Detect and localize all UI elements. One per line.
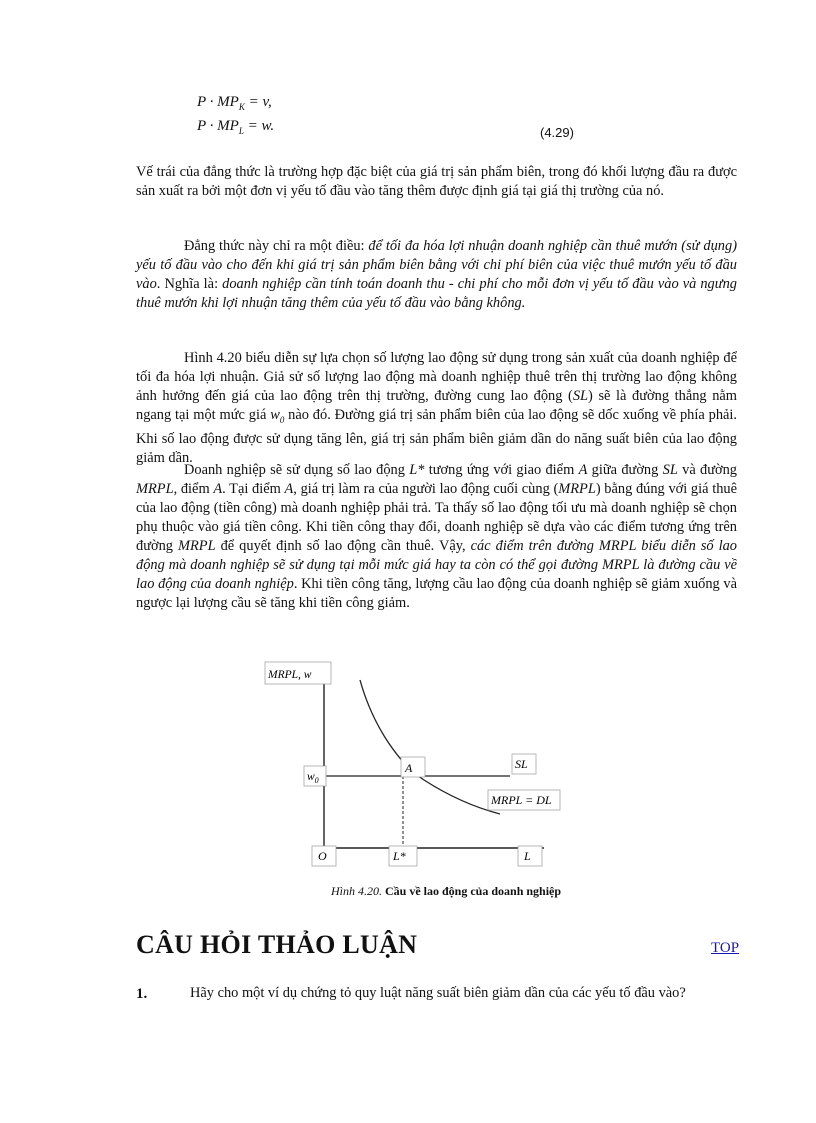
paragraph-value-of-marginal-product: Vế trái của đẳng thức là trường hợp đặc biệt của giá trị sản phẩm biên, trong đó khối lượng đầu ra được sản xuất ra bởi một đơn vị yếu tố đầu vào tăng thêm được định giá tại giá thị trường của nó. — [136, 164, 737, 199]
figure-caption-label: Hình 4.20. — [331, 884, 382, 898]
equation-mpk-subscript: K — [238, 102, 245, 112]
paragraph-profit-maximization: Đẳng thức này chỉ ra một điều: để tối đa hóa lợi nhuận doanh nghiệp cần thuê mướn (sử dụng) yếu tố đầu vào cho đến khi giá trị sản phẩm biên bằng với chi phí biên của việc thuê mướn yếu tố đầu vào. Nghĩa là: doanh nghiệp cần tính toán doanh thu - chi phí cho mỗi đơn vị yếu tố đầu vào và ngưng thuê mướn khi lợi nhuận tăng thêm của yếu tố đầu vào bằng không. — [136, 238, 737, 311]
lstar-label: L* — [393, 849, 406, 863]
point-a-label: A — [405, 761, 413, 775]
equation-mpl — [197, 118, 274, 136]
equation-mpk-rhs: = v, — [244, 94, 272, 110]
mrpl-demand-curve — [360, 680, 500, 814]
question-number: 1. — [136, 986, 148, 1002]
w0-label: $w_0$ — [307, 771, 319, 785]
question-text: Hãy cho một ví dụ chứng tỏ quy luật năng suất biên giảm dần của các yếu tố đầu vào? — [190, 985, 686, 1001]
x-axis-label: L — [524, 849, 531, 863]
figure-caption-text: Cầu về lao động của doanh nghiệp — [382, 884, 562, 898]
labor-demand-diagram — [262, 658, 562, 874]
mrpl-label: MRPL = DL — [491, 793, 552, 807]
paragraph-labor-demand: Doanh nghiệp sẽ sử dụng số lao động L* tương ứng với giao điểm A giữa đường SL và đường MRPL, điểm A. Tại điểm A, giá trị làm ra của người lao động cuối cùng (MRPL) bằng đúng với giá thuê của lao động (tiền công) mà doanh nghiệp phải trả. Ta thấy số lao động tối ưu mà doanh nghiệp sẽ chọn phụ thuộc vào giá tiền công. Khi tiền công thay đổi, doanh nghiệp sẽ dựa vào các điểm tương ứng trên đường MRPL để quyết định số lao động cần thuê. Vậy, các điểm trên đường MRPL biểu diễn số lao động mà doanh nghiệp sẽ sử dụng tại mỗi mức giá hay ta còn có thể gọi đường MRPL là đường cầu về lao động của doanh nghiệp. Khi tiền công tăng, lượng cầu lao động của doanh nghiệp sẽ giảm xuống và ngược lại lượng cầu sẽ tăng khi tiền công giảm. — [136, 462, 738, 611]
top-link[interactable]: TOP — [711, 940, 740, 956]
paragraph-figure-description: Hình 4.20 biểu diễn sự lựa chọn số lượng lao động sử dụng trong sản xuất của doanh nghiệp để tối đa hóa lợi nhuận. Giả sử số lượng lao động mà doanh nghiệp thuê trên thị trường lao động không ảnh hưởng đến giá của lao động trên thị trường, đường cung lao động (SL) sẽ là đường thẳng nằm ngang tại một mức giá $w_0$ nào đó. Đường giá trị sản phẩm biên của lao động sẽ dốc xuống về phía phải. Khi số lao động được sử dụng tăng lên, giá trị sản phẩm biên giảm dần do năng suất biên của lao động giảm dần. — [136, 350, 737, 466]
equation-number: (4.29) — [540, 125, 574, 140]
equation-mpl-subscript: L — [238, 126, 244, 136]
equation-mpl-lhs: P · MP — [197, 118, 239, 134]
sl-label: SL — [515, 757, 528, 771]
equation-mpk-lhs: P · MP — [197, 94, 239, 110]
equation-mpk — [197, 94, 272, 112]
y-axis-label: MRPL, w — [268, 669, 312, 681]
equation-mpl-rhs: = w. — [243, 118, 275, 134]
figure-caption — [331, 884, 561, 899]
origin-label: O — [318, 849, 327, 863]
section-heading: CÂU HỎI THẢO LUẬN — [136, 930, 418, 959]
